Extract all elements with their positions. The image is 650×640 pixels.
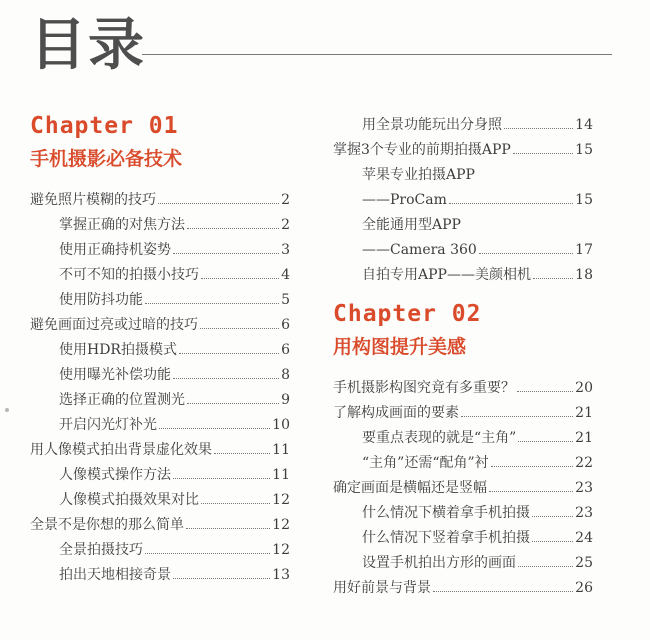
dot-leader [518,441,573,442]
title-rule [142,54,612,55]
toc-entry-label: 掌握正确的对焦方法 [59,217,185,233]
page-title: 目录 [30,13,146,78]
dot-leader [433,591,573,592]
toc-entry-label: 使用曝光补偿功能 [59,367,171,383]
toc-subentry [333,113,593,138]
dot-leader [214,453,270,454]
toc-subentry [30,338,290,363]
dot-leader [173,578,270,579]
toc-page-number: 21 [575,430,593,446]
dot-leader [159,428,270,429]
toc-entry [333,401,593,426]
toc-subentry [30,213,290,238]
toc-entry [30,188,290,213]
toc-entry-label: 避免画面过亮或过暗的技巧 [30,317,198,333]
dot-leader [513,153,573,154]
toc-entry-label: ——ProCam [362,192,447,208]
chapter-label: Chapter 01 [30,113,179,139]
dot-leader [186,528,270,529]
toc-subentry [30,363,290,388]
toc-entry [333,576,593,601]
toc-entry [333,476,593,501]
toc-page-number: 15 [575,142,593,158]
toc-page-number: 12 [272,492,290,508]
toc-subentry [333,526,593,551]
chapter-label: Chapter 02 [333,301,482,327]
dot-leader [187,228,279,229]
toc-list [333,376,593,601]
toc-page-number: 2 [281,192,290,208]
toc-page-number: 11 [272,467,290,483]
toc-page-number: 6 [281,317,290,333]
toc-subentry [30,238,290,263]
toc-page-number: 4 [281,267,290,283]
toc-entry-label: 自拍专用APP——美颜相机 [362,267,531,283]
toc-entry-label: 设置手机拍出方形的画面 [362,555,516,571]
toc-page-number: 14 [575,117,593,133]
dot-leader [179,353,279,354]
toc-entry-label: 掌握3个专业的前期拍摄APP [333,142,511,158]
dot-leader [491,466,574,467]
toc-entry-label: 确定画面是横幅还是竖幅 [333,480,487,496]
dot-leader [532,516,573,517]
toc-page-number: 13 [272,567,290,583]
toc-subentry [333,551,593,576]
toc-page-number: 23 [575,505,593,521]
toc-page-number: 22 [575,455,593,471]
toc-page-number: 17 [575,242,593,258]
toc-entry-label: 不可不知的拍摄小技巧 [59,267,199,283]
toc-entry [30,313,290,338]
toc-page-number: 8 [281,367,290,383]
margin-mark [5,408,9,412]
toc-entry-label: ——Camera 360 [362,242,477,258]
toc-subentry [333,451,593,476]
toc-column-left [30,110,290,588]
dot-leader [145,553,270,554]
toc-page-number: 3 [281,242,290,258]
toc-subentry [30,488,290,513]
toc-page-number: 21 [575,405,593,421]
toc-page-number: 15 [575,192,593,208]
toc-entry-label: 苹果专业拍摄APP [362,167,475,183]
toc-page-number: 12 [272,517,290,533]
dot-leader [187,403,279,404]
toc-entry [333,376,593,401]
chapter-title: 手机摄影必备技术 [30,148,183,170]
toc-list [333,113,593,288]
toc-entry [30,513,290,538]
toc-entry [333,138,593,163]
toc-subentry [333,188,593,213]
dot-leader [532,541,573,542]
toc-page-number: 23 [575,480,593,496]
toc-entry-label: 避免照片模糊的技巧 [30,192,156,208]
toc-entry-label: 人像模式操作方法 [59,467,171,483]
toc-page-number: 11 [272,442,290,458]
toc-entry-label: 人像模式拍摄效果对比 [59,492,199,508]
toc-entry-label: 什么情况下竖着拿手机拍摄 [362,530,530,546]
dot-leader [533,278,573,279]
dot-leader [489,491,573,492]
dot-leader [201,503,270,504]
toc-entry-label: 选择正确的位置测光 [59,392,185,408]
toc-page-number: 5 [281,292,290,308]
toc-entry-label: 用全景功能玩出分身照 [362,117,502,133]
dot-leader [518,566,573,567]
toc-subentry [30,288,290,313]
toc-page-number: 26 [575,580,593,596]
toc-subentry [30,413,290,438]
toc-entry-label: 什么情况下横着拿手机拍摄 [362,505,530,521]
toc-list [30,188,290,588]
toc-page-number: 6 [281,342,290,358]
toc-entry-label: 手机摄影构图究竟有多重要？ [333,380,515,396]
toc-page-number: 24 [575,530,593,546]
toc-subentry [333,263,593,288]
toc-entry-label: 用人像模式拍出背景虚化效果 [30,442,212,458]
toc-subentry [333,163,593,188]
toc-page-number: 2 [281,217,290,233]
toc-page-number: 20 [575,380,593,396]
toc-subentry [30,263,290,288]
toc-subentry [30,538,290,563]
toc-page-number: 25 [575,555,593,571]
toc-subentry [30,388,290,413]
toc-subentry [30,563,290,588]
toc-subentry [333,426,593,451]
dot-leader [504,128,573,129]
toc-page-number: 10 [272,417,290,433]
toc-entry-label: 全景不是你想的那么简单 [30,517,184,533]
dot-leader [449,203,573,204]
dot-leader [173,378,279,379]
dot-leader [173,478,270,479]
toc-entry-label: 使用防抖功能 [59,292,143,308]
toc-entry-label: 使用HDR拍摄模式 [59,342,177,358]
toc-entry-label: 使用正确持机姿势 [59,242,171,258]
toc-subentry [333,501,593,526]
dot-leader [145,303,279,304]
toc-entry-label: 全能通用型APP [362,217,461,233]
toc-subentry [30,463,290,488]
toc-entry-label: 了解构成画面的要素 [333,405,459,421]
toc-page-number: 18 [575,267,593,283]
dot-leader [201,278,279,279]
toc-subentry [333,213,593,238]
toc-entry-label: 用好前景与背景 [333,580,431,596]
toc-entry [30,438,290,463]
dot-leader [200,328,279,329]
chapter-title: 用构图提升美感 [333,336,467,358]
dot-leader [479,253,573,254]
dot-leader [517,391,573,392]
toc-page-number: 12 [272,542,290,558]
dot-leader [173,253,279,254]
toc-column-right [333,113,593,601]
toc-entry-label: 拍出天地相接奇景 [59,567,171,583]
toc-entry-label: “主角”还需“配角”衬 [362,455,489,471]
toc-entry-label: 要重点表现的就是“主角” [362,430,517,446]
toc-entry-label: 开启闪光灯补光 [59,417,157,433]
toc-subentry [333,238,593,263]
toc-page-number: 9 [281,392,290,408]
toc-entry-label: 全景拍摄技巧 [59,542,143,558]
dot-leader [158,203,279,204]
dot-leader [461,416,573,417]
